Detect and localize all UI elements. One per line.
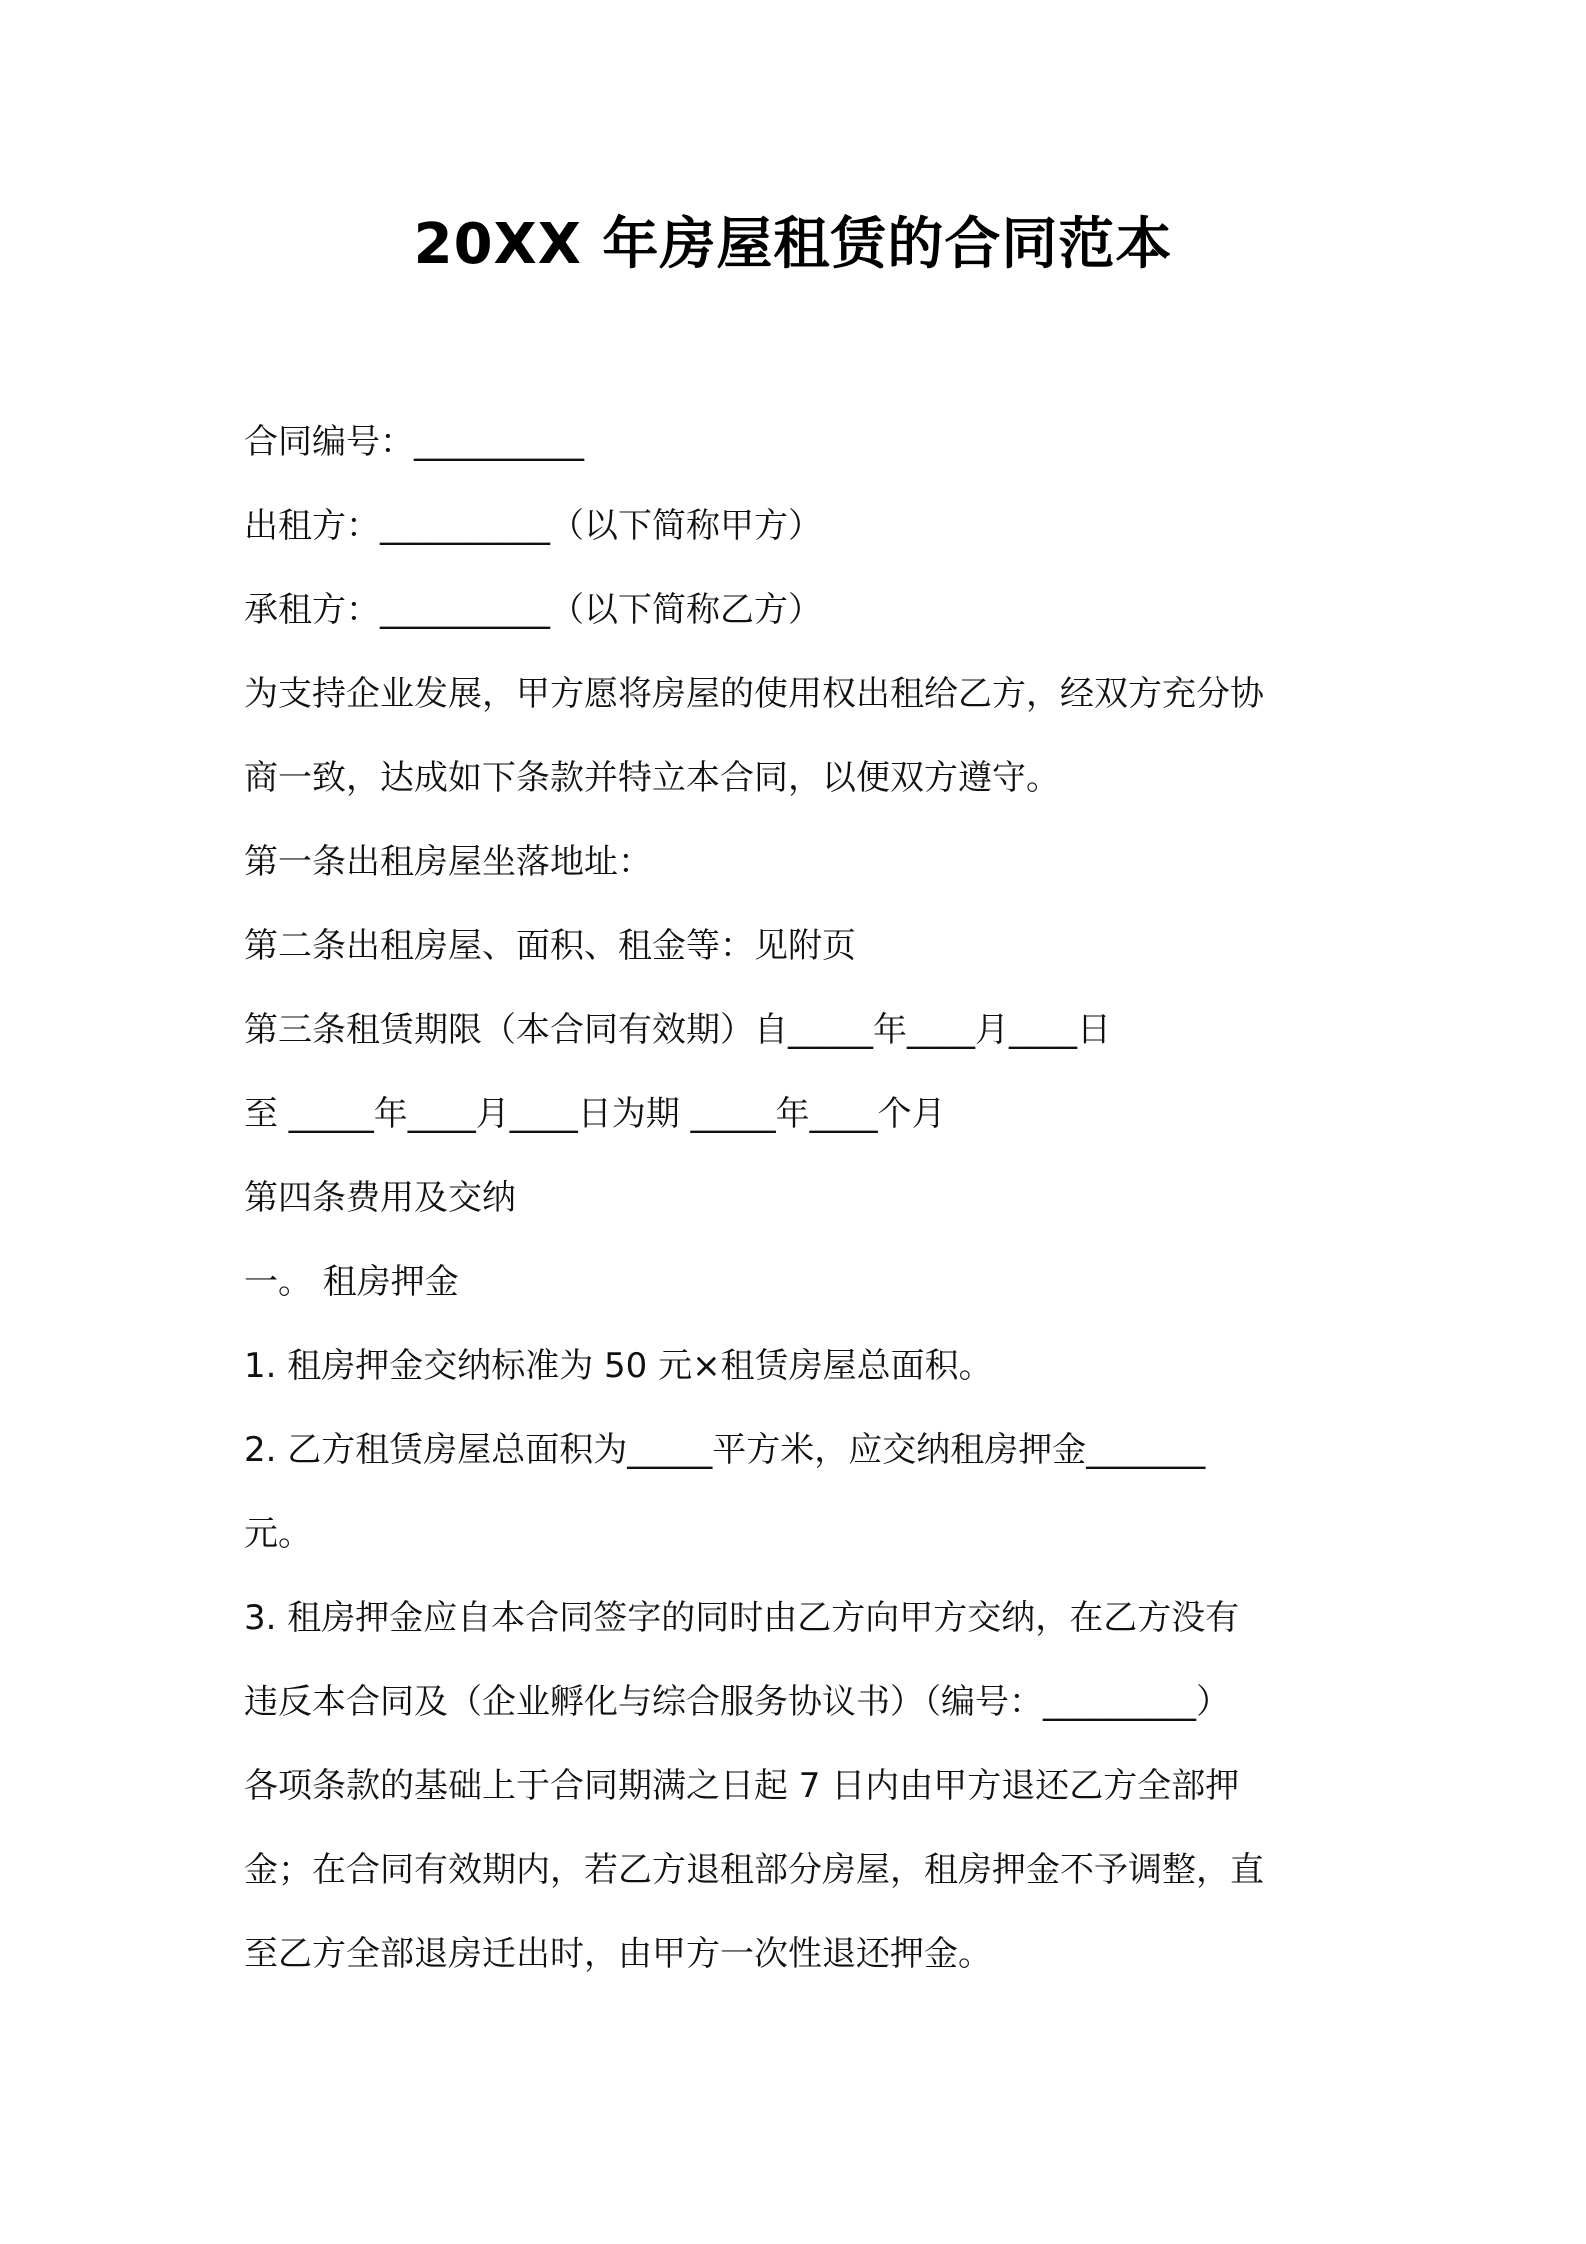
clause-line: 违反本合同及（企业孵化与综合服务协议书）（编号：_________） [244, 1682, 1230, 1722]
lessor-line: 出租方：__________（以下简称甲方） [244, 506, 822, 546]
section-heading: 一。 租房押金 [244, 1262, 459, 1302]
article-three-line: 第三条租赁期限（本合同有效期）自_____年____月____日 [244, 1010, 1111, 1050]
clause-line: 金；在合同有效期内，若乙方退租部分房屋，租房押金不予调整，直 [244, 1850, 1264, 1890]
clause-line: 2. 乙方租赁房屋总面积为_____平方米，应交纳租房押金_______ [244, 1430, 1206, 1470]
clause-line: 3. 租房押金应自本合同签字的同时由乙方向甲方交纳，在乙方没有 [244, 1598, 1240, 1638]
document-body [244, 400, 1364, 1996]
lessee-line: 承租方：__________（以下简称乙方） [244, 590, 822, 630]
article-four-heading: 第四条费用及交纳 [244, 1178, 516, 1218]
article-one-line: 第一条出租房屋坐落地址： [244, 842, 652, 882]
contract-number-line: 合同编号：__________ [244, 422, 584, 462]
clause-line: 1. 租房押金交纳标准为 50 元×租赁房屋总面积。 [244, 1346, 993, 1386]
preamble-line: 商一致，达成如下条款并特立本合同，以便双方遵守。 [244, 758, 1060, 798]
clause-line: 元。 [244, 1514, 312, 1554]
clause-line: 各项条款的基础上于合同期满之日起 7 日内由甲方退还乙方全部押 [244, 1766, 1240, 1806]
preamble-line: 为支持企业发展，甲方愿将房屋的使用权出租给乙方，经双方充分协 [244, 674, 1264, 714]
clause-line: 至乙方全部退房迁出时，由甲方一次性退还押金。 [244, 1934, 992, 1974]
article-two-line: 第二条出租房屋、面积、租金等：见附页 [244, 926, 856, 966]
document-title: 20XX 年房屋租赁的合同范本 [413, 212, 1173, 277]
article-three-line: 至 _____年____月____日为期 _____年____个月 [244, 1094, 946, 1134]
